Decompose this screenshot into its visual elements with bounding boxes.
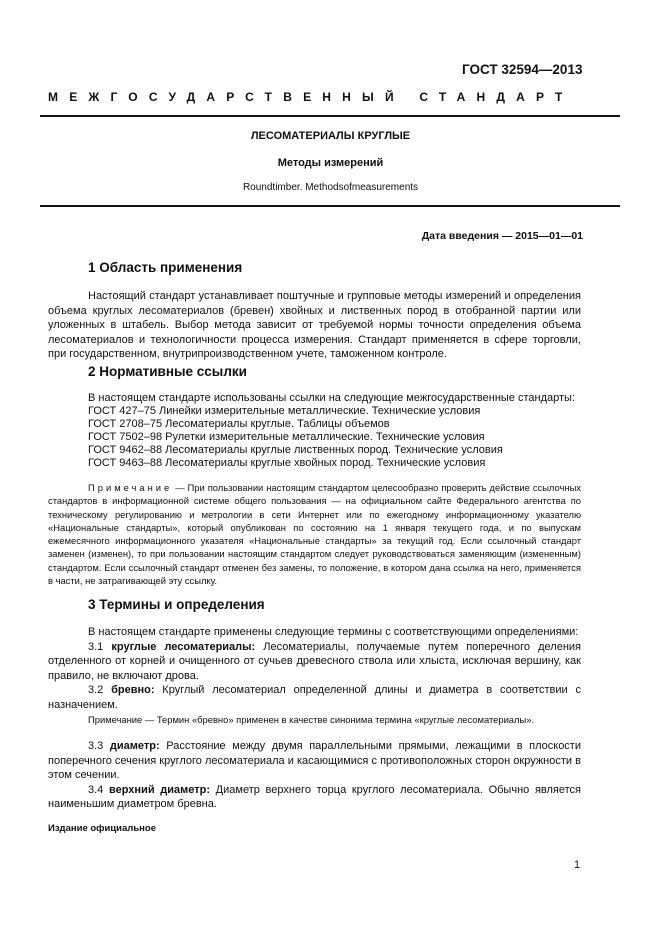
reference-item: ГОСТ 2708–75 Лесоматериалы круглые. Таблицы объемов (88, 418, 390, 430)
term-3-2: 3.2 бревно: Круглый лесоматериал определенной длины и диаметра в соответствии с назначением. (48, 684, 581, 711)
term-3-1: 3.1 круглые лесоматериалы: Лесоматериалы, получаемые путем поперечного деления отделенного от корней и очищенного от сучьев древесного ствола или хлыста, исключая вершину, как правило, не включают дрова. (48, 640, 581, 682)
references-note (48, 481, 581, 587)
reference-item: ГОСТ 9462–88 Лесоматериалы круглые лиственных пород. Технические условия (88, 444, 503, 456)
terms-block (48, 625, 581, 712)
intro-date: Дата введения — 2015—01—01 (421, 230, 583, 242)
page-number: 1 (574, 859, 581, 871)
reference-item: ГОСТ 7502–98 Рулетки измерительные металлические. Технические условия (88, 431, 485, 443)
english-title: Roundtimber. Methodsofmeasurements (242, 182, 419, 193)
note-label: Примечание (88, 482, 173, 493)
document-subtitle: Методы измерений (277, 157, 384, 169)
document-title: ЛЕСОМАТЕРИАЛЫ КРУГЛЫЕ (250, 130, 411, 142)
title-rule (40, 205, 620, 207)
term-3-3: 3.3 диаметр: Расстояние между двумя параллельными прямыми, лежащими в плоскости поперечного сечения круглого лесоматериала и касающимися с противоположных сторон окружности в этом сечении. (48, 740, 581, 781)
terms-block-2 (48, 739, 581, 812)
reference-item: ГОСТ 427–75 Линейки измерительные металлические. Технические условия (88, 405, 481, 417)
section-1-text (48, 289, 581, 362)
scope-paragraph: Настоящий стандарт устанавливает поштучные и групповые методы измерений и определения объема круглых лесоматериалов (бревен) хвойных и лиственных пород в отобранной партии или уложенных в штабель. Выбор метода зависит от требуемой нормы точности определения объема лесоматериалов и технологичности процесса измерения. Стандарт применяется в сфере торговли, при государственном, внутрипроизводственном учете, таможенном контроле. (48, 290, 581, 360)
standard-type: МЕЖГОСУДАРСТВЕННЫЙ СТАНДАРТ (48, 90, 574, 104)
references-list (88, 392, 575, 470)
edition-label: Издание официальное (48, 823, 156, 834)
gost-number: ГОСТ 32594—2013 (462, 62, 583, 77)
references-intro: В настоящем стандарте использованы ссылки на следующие межгосударственные стандарты: (88, 392, 576, 404)
section-2-heading: 2 Нормативные ссылки (88, 364, 247, 379)
reference-item: ГОСТ 9463–88 Лесоматериалы круглые хвойных пород. Технические условия (88, 457, 486, 469)
top-rule (40, 115, 620, 117)
terms-intro: В настоящем стандарте применены следующие термины с соответствующими определениями: (88, 626, 579, 638)
section-1-heading: 1 Область применения (88, 260, 243, 275)
term-note: Примечание — Термин «бревно» применен в качестве синонима термина «круглые лесоматериалы». (88, 714, 535, 725)
term-3-4: 3.4 верхний диаметр: Диаметр верхнего торца круглого лесоматериала. Обычно является наименьшим диаметром бревна. (48, 783, 581, 810)
note-text: — При пользовании настоящим стандартом целесообразно проверить действие ссылочных стандартов в информационной системе общего пользования — на официальном сайте Федерального агентства по техническому регулированию и метрологии в сети Интернет или по ежегодному информационному указателю «Национальные стандарты», который опубликован по состоянию на 1 января текущего года, и по выпускам ежемесячного информационного указателя «Национальные стандарты» за текущий год. Если ссылочный стандарт заменен (изменен), то при пользовании настоящим стандартом следует руководствоваться заменяющим (измененным) стандартом. Если ссылочный стандарт отменен без замены, то положение, в котором дана ссылка на него, применяется в части, не затрагивающей эту ссылку. (48, 482, 581, 587)
section-3-heading: 3 Термины и определения (88, 597, 265, 612)
